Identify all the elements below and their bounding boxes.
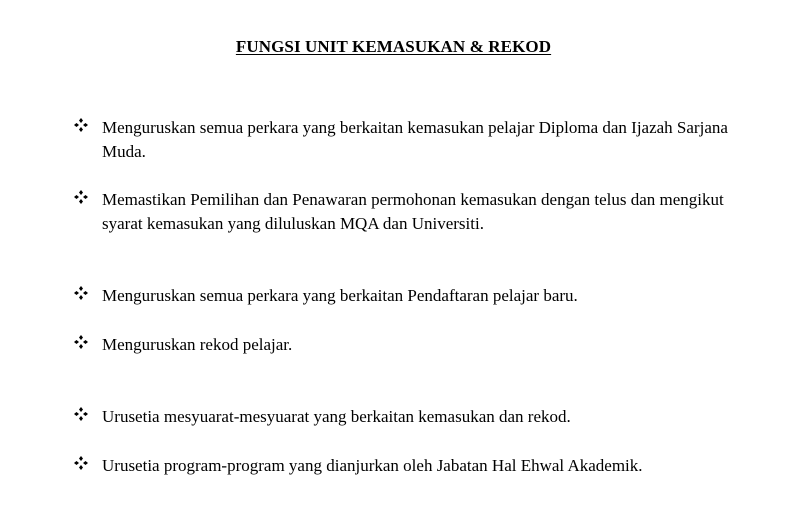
four-diamond-bullet-icon xyxy=(74,190,92,208)
list-item-text: Menguruskan rekod pelajar. xyxy=(102,335,293,354)
list-item-text: Menguruskan semua perkara yang berkaitan Pendaftaran pelajar baru. xyxy=(102,286,578,305)
four-diamond-bullet-icon xyxy=(74,286,92,304)
list-item-text: Urusetia program-program yang dianjurkan oleh Jabatan Hal Ehwal Akademik. xyxy=(102,456,643,475)
four-diamond-bullet-icon xyxy=(74,407,92,425)
list-item-text: Urusetia mesyuarat-mesyuarat yang berkaitan kemasukan dan rekod. xyxy=(102,407,571,426)
four-diamond-bullet-icon xyxy=(74,456,92,474)
four-diamond-bullet-icon xyxy=(74,118,92,136)
four-diamond-bullet-icon xyxy=(74,335,92,353)
page-title: FUNGSI UNIT KEMASUKAN & REKOD xyxy=(235,37,552,56)
list-item-text: Menguruskan semua perkara yang berkaitan kemasukan pelajar Diploma dan Ijazah Sarjana Muda. xyxy=(102,118,728,161)
list-item-text: Memastikan Pemilihan dan Penawaran permohonan kemasukan dengan telus dan mengikut syarat kemasukan yang diluluskan MQA dan Universiti. xyxy=(102,190,724,233)
